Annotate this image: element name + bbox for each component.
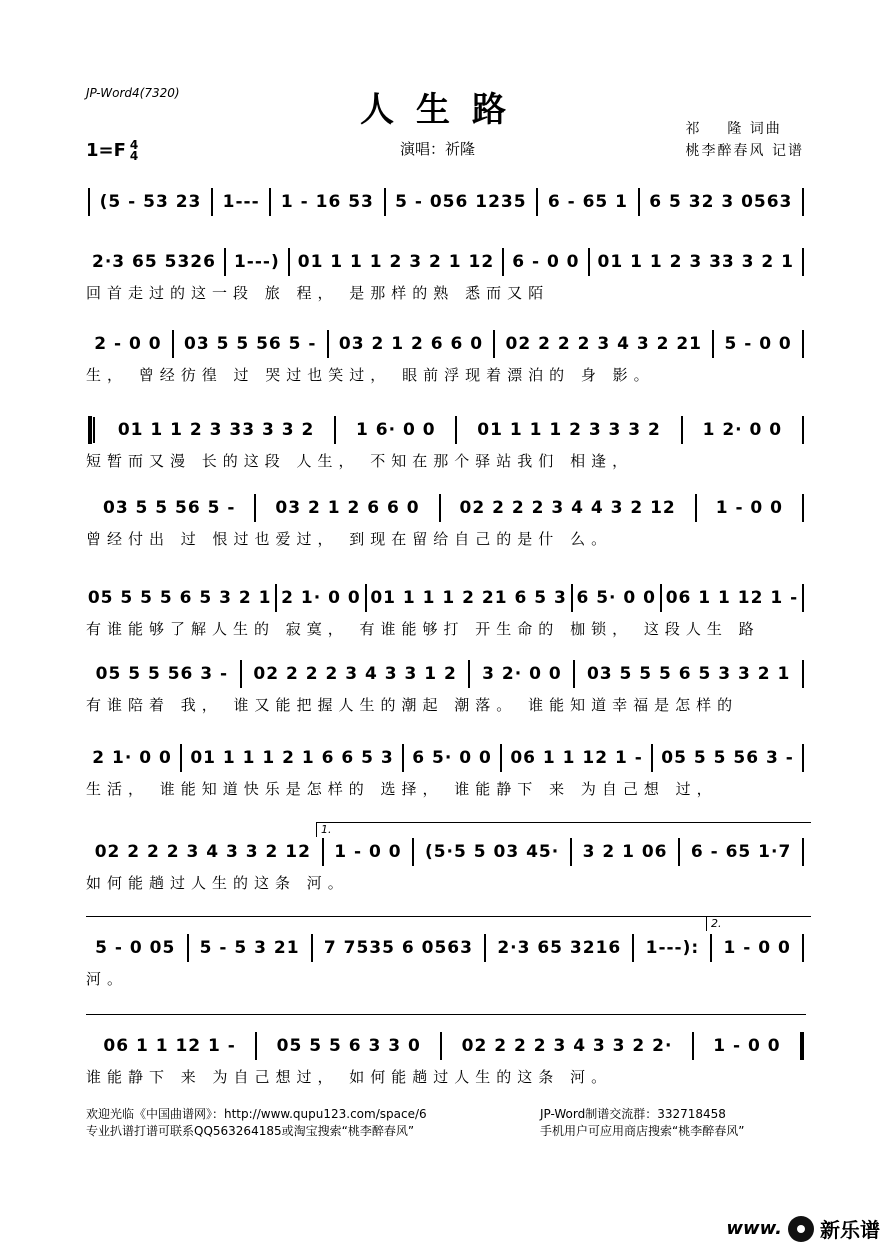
lyric-line: 有谁陪着 我， 谁又能把握人生的潮起 潮落。 谁能知道幸福是怎样的 <box>86 696 739 714</box>
measure: 1 - 0 0 <box>713 1036 781 1056</box>
measure: (5 - 53 23 <box>99 192 202 212</box>
measure: 02 2 2 2 3 4 3 2 21 <box>505 334 702 354</box>
measure: 1 - 0 0 <box>334 842 402 862</box>
key-signature <box>86 140 138 162</box>
barline <box>269 188 271 216</box>
notation-line <box>86 248 806 276</box>
barline <box>802 248 804 276</box>
barline <box>439 494 441 522</box>
footer-right <box>540 1106 744 1140</box>
notation-line <box>86 330 806 358</box>
barline <box>536 188 538 216</box>
lyric-line: 谁能静下 来 为自己想过， 如何能趟过人生的这条 河。 <box>86 1068 613 1086</box>
barline <box>255 1032 257 1060</box>
credits <box>686 118 804 162</box>
lyric-line: 生， 曾经彷徨 过 哭过也笑过， 眼前浮现着漂泊的 身 影。 <box>86 366 655 384</box>
barline <box>327 330 329 358</box>
measure: 6 - 65 1·7 <box>690 842 792 862</box>
lyric-line: 如何能趟过人生的这条 河。 <box>86 874 349 892</box>
barline <box>570 838 572 866</box>
barline <box>211 188 213 216</box>
barline <box>802 188 804 216</box>
barline <box>288 248 290 276</box>
barline <box>275 584 277 612</box>
barline <box>802 838 804 866</box>
measure: 6 5· 0 0 <box>412 748 492 768</box>
second-ending-bracket: 2. <box>706 916 811 931</box>
measure: 03 5 5 56 5 - <box>102 498 236 518</box>
measure: 2·3 65 3216 <box>497 938 622 958</box>
notation-line <box>86 838 806 866</box>
notation-line <box>86 1032 806 1060</box>
barline <box>440 1032 442 1060</box>
notation-line <box>86 494 806 522</box>
measure: 6 - 0 0 <box>512 252 580 272</box>
barline <box>365 584 367 612</box>
barline <box>240 660 242 688</box>
singer: 演唱：祈隆 <box>400 140 476 158</box>
measure: 06 1 1 12 1 - <box>665 588 799 608</box>
barline <box>802 494 804 522</box>
footer-website: 欢迎光临《中国曲谱网》：http://www.qupu123.com/space/6 <box>86 1107 427 1121</box>
measure: 2 1· 0 0 <box>92 748 172 768</box>
measure: 5 - 0 0 <box>724 334 792 354</box>
barline <box>254 494 256 522</box>
measure: 01 1 1 2 3 33 3 2 1 <box>597 252 794 272</box>
barline <box>334 416 336 444</box>
barline <box>660 584 662 612</box>
barline <box>802 934 804 962</box>
lyric-line: 有谁能够了解人生的 寂寞， 有谁能够打 开生命的 枷锁， 这段人生 路 <box>86 620 760 638</box>
measure: 01 1 1 1 2 3 3 3 2 <box>477 420 661 440</box>
measure: 1 2· 0 0 <box>702 420 783 440</box>
barline <box>712 330 714 358</box>
measure: 5 - 5 3 21 <box>199 938 300 958</box>
barline <box>695 494 697 522</box>
transcriber: 桃李醉春风 记谱 <box>685 143 804 159</box>
notation-line <box>86 584 806 612</box>
software-version: JP-Word4(7320) <box>86 86 180 100</box>
measure: 06 1 1 12 1 - <box>510 748 643 768</box>
measure: 1 - 0 0 <box>715 498 783 518</box>
measure: 02 2 2 2 3 4 3 3 2 2· <box>461 1036 673 1056</box>
barline <box>484 934 486 962</box>
measure: 2·3 65 5326 <box>92 252 216 272</box>
notation-line <box>86 416 806 444</box>
barline <box>180 744 182 772</box>
barline <box>802 744 804 772</box>
barline <box>802 416 804 444</box>
barline <box>412 838 414 866</box>
lyric-line: 短暂而又漫 长的这段 人生， 不知在那个驿站我们 相逢， <box>86 452 634 470</box>
measure: 1 - 16 53 <box>280 192 374 212</box>
measure: 3 2· 0 0 <box>482 664 562 684</box>
footer-contact: 专业扒谱打谱可联系QQ563264185或淘宝搜索“桃李醉春风” <box>86 1124 415 1138</box>
barline <box>710 934 712 962</box>
lyric-line: 生活， 谁能知道快乐是怎样的 选择， 谁能静下 来 为自己想 过， <box>86 780 718 798</box>
barline <box>681 416 683 444</box>
barline <box>493 330 495 358</box>
barline <box>638 188 640 216</box>
lyric-line: 曾经付出 过 恨过也爱过， 到现在留给自己的是什 么。 <box>86 530 613 548</box>
barline <box>322 838 324 866</box>
barline <box>502 248 504 276</box>
barline <box>651 744 653 772</box>
final-barline <box>800 1032 804 1060</box>
barline <box>571 584 573 612</box>
barline <box>311 934 313 962</box>
measure: 1 - 0 0 <box>723 938 791 958</box>
record-disc-icon <box>788 1216 814 1242</box>
first-ending-bracket: 1. <box>316 822 811 837</box>
notation-line <box>86 934 806 962</box>
measure: 02 2 2 2 3 4 3 3 2 12 <box>94 842 311 862</box>
time-bottom: 4 <box>129 149 139 163</box>
barline <box>802 584 804 612</box>
second-ending-continuation-line <box>86 1014 806 1015</box>
measure: 01 1 1 1 2 21 6 5 3 <box>370 588 567 608</box>
measure: 3 2 1 06 <box>582 842 668 862</box>
barline <box>573 660 575 688</box>
barline <box>172 330 174 358</box>
site-logo <box>726 1214 880 1243</box>
measure: 03 2 1 2 6 6 0 <box>338 334 484 354</box>
time-signature <box>130 140 138 162</box>
barline <box>500 744 502 772</box>
footer-group: JP-Word制谱交流群：332718458 <box>540 1107 726 1121</box>
measure: 05 5 5 56 3 - <box>661 748 794 768</box>
time-top: 4 <box>129 138 139 152</box>
barline <box>678 838 680 866</box>
measure: 2 - 0 0 <box>94 334 162 354</box>
measure: 05 5 5 6 3 3 0 <box>276 1036 421 1056</box>
barline <box>802 660 804 688</box>
measure: 6 5 32 3 0563 <box>649 192 793 212</box>
measure: 1--- <box>222 192 260 212</box>
lyricist-composer: 祁 隆 词曲 <box>685 121 782 137</box>
footer-left <box>86 1106 427 1140</box>
logo-www: www. <box>726 1218 782 1239</box>
measure: 1 6· 0 0 <box>356 420 436 440</box>
measure: 01 1 1 1 2 3 2 1 12 <box>297 252 495 272</box>
measure: 01 1 1 1 2 1 6 6 5 3 <box>190 748 394 768</box>
logo-brand: 新乐谱 <box>820 1218 880 1242</box>
barline <box>88 188 90 216</box>
barline <box>224 248 226 276</box>
measure: 03 5 5 5 6 5 3 3 2 1 <box>586 664 791 684</box>
repeat-start-barline <box>88 416 92 444</box>
key-label: 1=F <box>86 140 126 161</box>
measure: 03 2 1 2 6 6 0 <box>275 498 420 518</box>
measure: 5 - 056 1235 <box>395 192 527 212</box>
barline <box>468 660 470 688</box>
measure: 05 5 5 5 6 5 3 2 1 <box>87 588 272 608</box>
measure: 1---) <box>233 252 280 272</box>
measure: 05 5 5 56 3 - <box>95 664 229 684</box>
measure: 03 5 5 56 5 - <box>184 334 317 354</box>
measure: (5·5 5 03 45· <box>424 842 560 862</box>
notation-line <box>86 744 806 772</box>
measure: 6 5· 0 0 <box>576 588 657 608</box>
notation-line <box>86 188 806 216</box>
measure: 06 1 1 12 1 - <box>103 1036 236 1056</box>
measure: 1---): <box>645 938 700 958</box>
lyric-line: 河。 <box>86 970 129 988</box>
barline <box>692 1032 694 1060</box>
barline <box>187 934 189 962</box>
first-ending-continuation-line <box>86 916 706 917</box>
barline <box>455 416 457 444</box>
measure: 02 2 2 2 3 4 4 3 2 12 <box>459 498 676 518</box>
song-title: 人生路 <box>360 90 528 130</box>
measure: 5 - 0 05 <box>95 938 176 958</box>
barline <box>588 248 590 276</box>
barline <box>802 330 804 358</box>
barline <box>384 188 386 216</box>
footer-app: 手机用户可应用商店搜索“桃李醉春风” <box>540 1124 745 1138</box>
measure: 7 7535 6 0563 <box>323 938 473 958</box>
measure: 01 1 1 2 3 33 3 3 2 <box>117 420 315 440</box>
notation-line <box>86 660 806 688</box>
lyric-line: 回首走过的这一段 旅 程， 是那样的熟 悉而又陌 <box>86 284 550 302</box>
measure: 6 - 65 1 <box>547 192 628 212</box>
measure: 02 2 2 2 3 4 3 3 1 2 <box>253 664 457 684</box>
barline <box>632 934 634 962</box>
barline <box>402 744 404 772</box>
measure: 2 1· 0 0 <box>281 588 361 608</box>
